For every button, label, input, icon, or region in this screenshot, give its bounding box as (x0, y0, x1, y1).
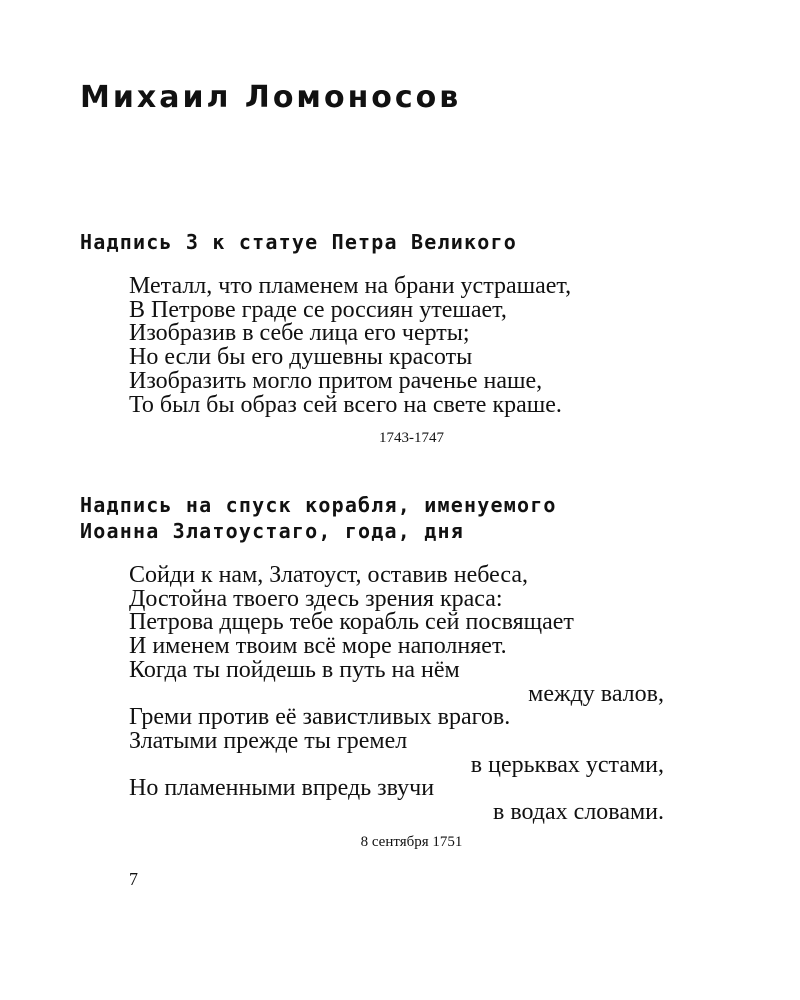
poem-1-line: В Петрове граде се россиян утешает, (129, 296, 507, 323)
poem-1-title: Надпись 3 к статуе Петра Великого (80, 230, 517, 254)
poem-2-title (80, 492, 557, 544)
poem-2-date: 8 сентября 1751 (360, 834, 463, 850)
poem-2-text (129, 564, 664, 825)
poem-2-title-line: Иоанна Златоустаго, года, дня (80, 519, 464, 543)
poem-1-line: Изобразить могло притом раченье наше, (129, 367, 543, 394)
poem-2-line-continuation: в водах словами. (493, 799, 664, 826)
poem-2-line-continuation: в церьквах устами, (470, 751, 664, 778)
poem-2-line: Но пламенными впредь звучи (129, 775, 435, 802)
poem-2-line: И именем твоим всё море наполняет. (129, 633, 507, 660)
poem-1-line: То был бы образ сей всего на свете краше. (129, 391, 562, 418)
poem-1-line: Изобразив в себе лица его черты; (129, 320, 470, 347)
poem-2-line-continuation: между валов, (528, 680, 664, 707)
poem-2-title-line: Надпись на спуск корабля, именуемого (80, 493, 557, 517)
poem-2-line: Греми против её завистливых врагов. (129, 704, 511, 731)
poem-2-line: Златыми прежде ты гремел (129, 727, 408, 754)
poem-2-line: Достойна твоего здесь зрения краса: (129, 585, 503, 612)
poem-2-line: Сойди к нам, Златоуст, оставив небеса, (129, 562, 528, 588)
author-name: Михаил Ломоносов (80, 80, 462, 115)
poem-1-line: Но если бы его душевны красоты (129, 344, 473, 371)
poem-2-line: Когда ты пойдешь в путь на нём (129, 656, 460, 683)
page-number: 7 (129, 869, 138, 889)
poem-1-date: 1743-1747 (379, 430, 444, 446)
poem-1-line: Металл, что пламенем на брани устрашает, (129, 273, 572, 299)
poem-1-text (129, 275, 664, 417)
poem-2-line: Петрова дщерь тебе корабль сей посвящает (129, 609, 574, 636)
